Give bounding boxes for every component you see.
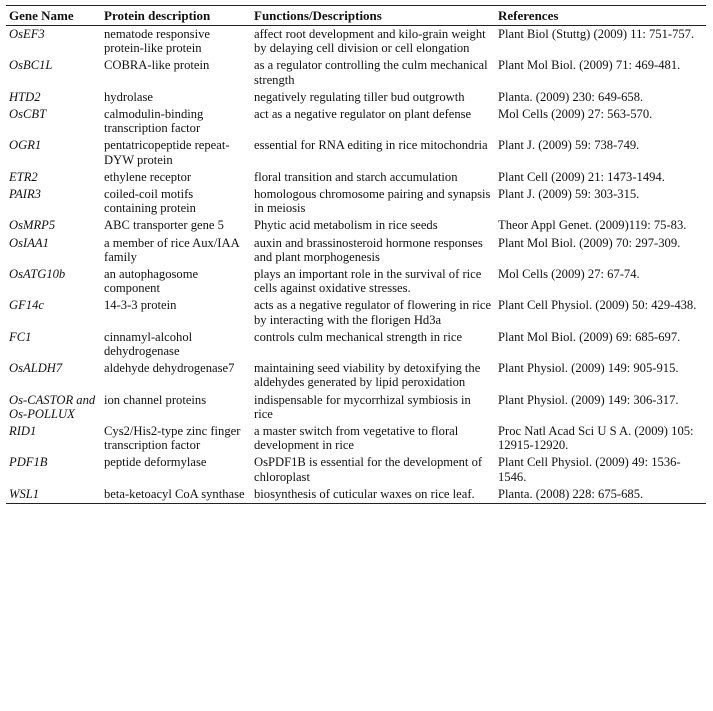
protein-cell: hydrolase xyxy=(104,89,153,104)
table-row xyxy=(6,297,706,328)
table-row xyxy=(6,360,706,391)
reference-cell: Mol Cells (2009) 27: 563-570. xyxy=(498,107,653,122)
table-row xyxy=(6,486,706,504)
protein-cell: beta-ketoacyl CoA synthase xyxy=(104,486,245,501)
protein-cell: nematode responsive protein-like protein xyxy=(104,27,210,56)
table-row xyxy=(6,169,706,186)
reference-cell: Plant Cell (2009) 21: 1473-1494. xyxy=(498,169,665,184)
gene-name-cell: OsATG10b xyxy=(9,267,66,282)
reference-cell: Planta. (2009) 230: 649-658. xyxy=(498,89,644,104)
function-cell: essential for RNA editing in rice mitochondria xyxy=(254,138,488,153)
gene-name-cell: OsIAA1 xyxy=(9,235,49,250)
table-header xyxy=(6,6,706,26)
table-row xyxy=(6,137,706,168)
reference-cell: Plant Mol Biol. (2009) 70: 297-309. xyxy=(498,235,681,250)
gene-name-cell: OGR1 xyxy=(9,138,42,153)
function-cell: plays an important role in the survival of rice cells against oxidative stresses. xyxy=(254,267,482,296)
reference-cell: Planta. (2008) 228: 675-685. xyxy=(498,486,644,501)
table-row xyxy=(6,266,706,297)
header-references: References xyxy=(498,8,559,23)
table-row xyxy=(6,329,706,360)
reference-cell: Plant Biol (Stuttg) (2009) 11: 751-757. xyxy=(498,27,695,41)
header-protein-description: Protein description xyxy=(104,8,211,23)
protein-cell: peptide deformylase xyxy=(104,455,207,470)
table-row xyxy=(6,106,706,137)
table-row xyxy=(6,89,706,106)
protein-cell: ABC transporter gene 5 xyxy=(104,218,224,233)
gene-name-cell: Os-CASTOR and Os-POLLUX xyxy=(9,392,96,421)
reference-cell: Plant Cell Physiol. (2009) 50: 429-438. xyxy=(498,298,697,313)
protein-cell: ion channel proteins xyxy=(104,392,207,407)
table-row xyxy=(6,26,706,58)
reference-cell: Theor Appl Genet. (2009)119: 75-83. xyxy=(498,218,687,233)
reference-cell: Plant Cell Physiol. (2009) 49: 1536-1546. xyxy=(498,455,681,484)
reference-cell: Plant Physiol. (2009) 149: 306-317. xyxy=(498,392,679,407)
protein-cell: coiled-coil motifs containing protein xyxy=(104,187,196,216)
protein-cell: calmodulin-binding transcription factor xyxy=(104,107,204,136)
protein-cell: aldehyde dehydrogenase7 xyxy=(104,361,235,376)
protein-cell: Cys2/His2-type zinc finger transcription factor xyxy=(104,424,241,453)
gene-name-cell: RID1 xyxy=(9,424,37,439)
reference-cell: Plant Mol Biol. (2009) 71: 469-481. xyxy=(498,58,681,73)
function-cell: homologous chromosome pairing and synapsis in meiosis xyxy=(254,187,491,216)
table-row xyxy=(6,423,706,454)
gene-name-cell: OsBC1L xyxy=(9,58,53,73)
function-cell: indispensable for mycorrhizal symbiosis in rice xyxy=(254,392,471,421)
protein-cell: COBRA-like protein xyxy=(104,58,210,73)
function-cell: acts as a negative regulator of flowering in rice by interacting with the florigen Hd3a xyxy=(254,298,492,327)
function-cell: affect root development and kilo-grain weight by delaying cell division or cell elongation xyxy=(254,27,486,56)
reference-cell: Plant J. (2009) 59: 303-315. xyxy=(498,187,640,202)
gene-name-cell: OsEF3 xyxy=(9,27,45,41)
gene-name-cell: PAIR3 xyxy=(9,187,41,202)
reference-cell: Plant J. (2009) 59: 738-749. xyxy=(498,138,640,153)
function-cell: negatively regulating tiller bud outgrowth xyxy=(254,89,465,104)
function-cell: biosynthesis of cuticular waxes on rice leaf. xyxy=(254,486,475,501)
table-row xyxy=(6,392,706,423)
table-row xyxy=(6,57,706,88)
gene-name-cell: WSL1 xyxy=(9,486,40,501)
protein-cell: ethylene receptor xyxy=(104,169,192,184)
protein-cell: an autophagosome component xyxy=(104,267,199,296)
protein-cell: 14-3-3 protein xyxy=(104,298,177,313)
table-row xyxy=(6,217,706,234)
gene-name-cell: ETR2 xyxy=(9,169,38,184)
function-cell: maintaining seed viability by detoxifying the aldehydes generated by lipid peroxidation xyxy=(254,361,481,390)
function-cell: a master switch from vegetative to floral development in rice xyxy=(254,424,459,453)
protein-cell: pentatricopeptide repeat-DYW protein xyxy=(104,138,230,167)
function-cell: auxin and brassinosteroid hormone responses and plant morphogenesis xyxy=(254,235,483,264)
table-row xyxy=(6,186,706,217)
function-cell: controls culm mechanical strength in rice xyxy=(254,329,463,344)
function-cell: floral transition and starch accumulation xyxy=(254,169,458,184)
gene-name-cell: OsCBT xyxy=(9,107,47,122)
gene-table xyxy=(6,5,706,504)
table-row xyxy=(6,454,706,485)
protein-cell: cinnamyl-alcohol dehydrogenase xyxy=(104,329,193,359)
reference-cell: Plant Mol Biol. (2009) 69: 685-697. xyxy=(498,329,681,344)
reference-cell: Proc Natl Acad Sci U S A. (2009) 105: 12915-12920. xyxy=(498,424,694,453)
gene-name-cell: OsALDH7 xyxy=(9,361,63,376)
gene-name-cell: HTD2 xyxy=(9,89,41,104)
function-cell: act as a negative regulator on plant defense xyxy=(254,107,472,122)
gene-name-cell: GF14c xyxy=(9,298,44,313)
gene-name-cell: PDF1B xyxy=(9,455,48,470)
header-row xyxy=(6,6,706,26)
header-gene-name: Gene Name xyxy=(9,8,74,23)
function-cell: OsPDF1B is essential for the development of chloroplast xyxy=(254,455,483,484)
table-body xyxy=(6,26,706,504)
function-cell: as a regulator controlling the culm mechanical strength xyxy=(254,58,488,87)
reference-cell: Plant Physiol. (2009) 149: 905-915. xyxy=(498,361,679,376)
table-row xyxy=(6,235,706,266)
gene-name-cell: OsMRP5 xyxy=(9,218,56,233)
function-cell: Phytic acid metabolism in rice seeds xyxy=(254,218,438,233)
reference-cell: Mol Cells (2009) 27: 67-74. xyxy=(498,267,640,282)
header-functions: Functions/Descriptions xyxy=(254,8,382,23)
protein-cell: a member of rice Aux/IAA family xyxy=(104,235,239,264)
gene-name-cell: FC1 xyxy=(9,329,32,344)
